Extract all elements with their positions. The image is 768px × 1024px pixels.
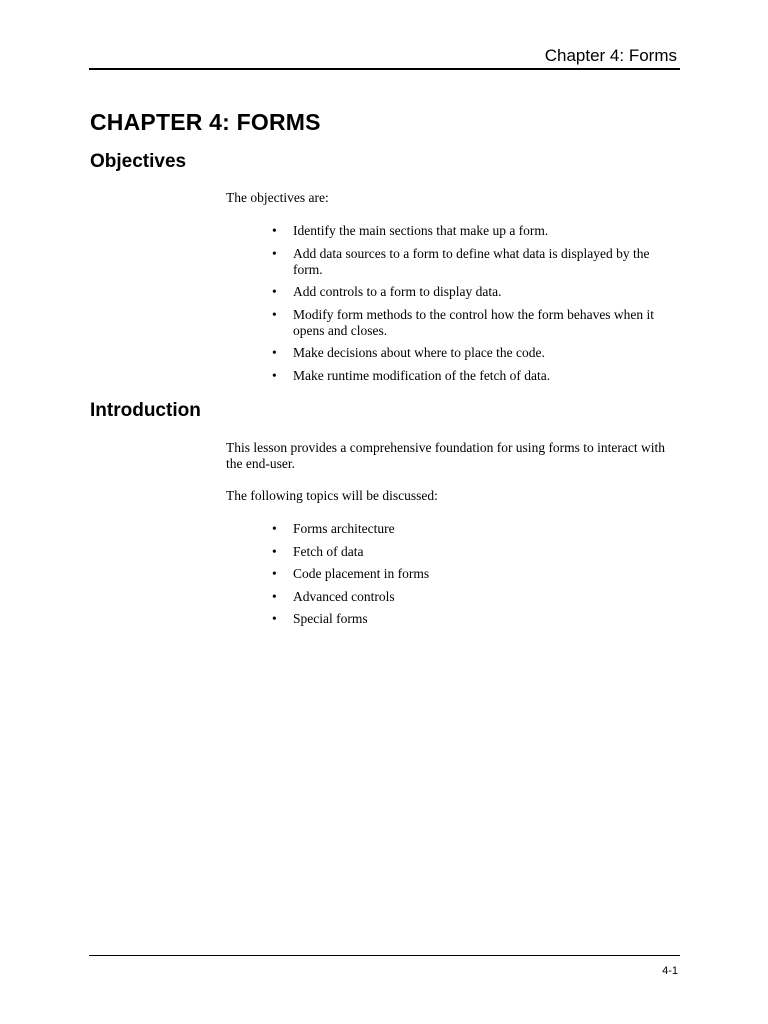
topic-item (226, 566, 680, 582)
topic-text: Forms architecture (293, 521, 395, 536)
topic-text: Advanced controls (293, 588, 395, 604)
objectives-heading: Objectives (90, 151, 187, 172)
objective-item (226, 368, 680, 384)
chapter-title: CHAPTER 4: FORMS (90, 109, 321, 135)
objective-text: Add data sources to a form to define what data is displayed by the form. (293, 245, 650, 277)
objectives-list (226, 223, 680, 390)
topics-intro: The following topics will be discussed: (226, 488, 438, 503)
topic-item (226, 544, 680, 560)
objective-item (226, 345, 680, 361)
objective-text: Make decisions about where to place the code. (293, 345, 545, 360)
running-header: Chapter 4: Forms (544, 46, 677, 65)
topics-list (226, 521, 680, 634)
page-number: 4-1 (662, 965, 678, 977)
objective-text: Add controls to a form to display data. (293, 284, 502, 299)
introduction-heading: Introduction (90, 400, 201, 421)
bullet-icon: • (272, 284, 277, 299)
footer-rule (89, 955, 680, 956)
objective-item (226, 246, 680, 278)
objective-text: Make runtime modification of the fetch of data. (293, 367, 551, 383)
topic-item (226, 611, 680, 627)
introduction-paragraph: This lesson provides a comprehensive foundation for using forms to interact with the end-user. (226, 440, 666, 471)
bullet-icon: • (272, 367, 277, 383)
objective-item (226, 284, 680, 300)
bullet-icon: • (272, 588, 277, 604)
header-rule (89, 68, 680, 70)
topic-item (226, 521, 680, 537)
bullet-icon: • (272, 611, 277, 626)
bullet-icon: • (272, 521, 277, 536)
objective-text: Modify form methods to the control how the form behaves when it opens and closes. (293, 306, 655, 338)
topic-text: Code placement in forms (293, 566, 430, 581)
topic-text: Fetch of data (293, 543, 364, 559)
bullet-icon: • (272, 566, 277, 581)
objectives-intro: The objectives are: (226, 190, 329, 205)
objective-item (226, 307, 680, 339)
bullet-icon: • (272, 306, 277, 322)
bullet-icon: • (272, 345, 277, 360)
objective-text: Identify the main sections that make up a form. (293, 223, 549, 238)
objective-item (226, 223, 680, 239)
bullet-icon: • (272, 543, 277, 559)
topic-text: Special forms (293, 611, 368, 626)
bullet-icon: • (272, 245, 277, 261)
topic-item (226, 589, 680, 605)
bullet-icon: • (272, 223, 277, 238)
